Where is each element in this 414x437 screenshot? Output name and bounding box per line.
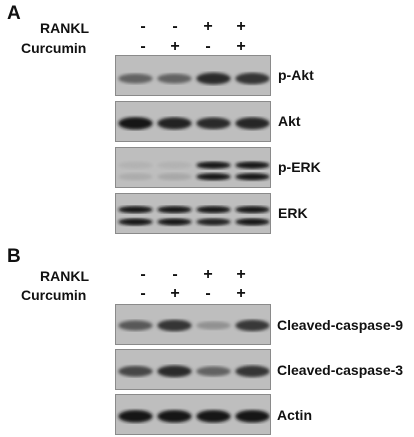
panel-a-rankl-sign: - [140, 18, 146, 35]
band [196, 321, 230, 329]
band [118, 173, 152, 180]
blot-erk [115, 193, 271, 234]
band [118, 410, 152, 422]
band [235, 320, 269, 331]
band [235, 410, 269, 422]
band [118, 74, 152, 84]
blot-label-cleaved-caspase-9: Cleaved-caspase-9 [277, 317, 404, 333]
band [157, 162, 191, 169]
band [118, 366, 152, 377]
panel-a-curcumin-sign: - [205, 38, 211, 55]
band [157, 320, 191, 332]
panel-a-curcumin-label: Curcumin [21, 40, 87, 56]
band [196, 162, 230, 169]
panel-a-curcumin-sign: + [236, 38, 246, 55]
blot-label-erk: ERK [278, 205, 308, 221]
blot-bands [116, 350, 271, 390]
band [196, 410, 230, 422]
blot-actin [115, 394, 271, 435]
blot-bands [116, 56, 271, 96]
band [235, 218, 269, 225]
panel-b-rankl-sign: + [203, 266, 213, 283]
band [157, 117, 191, 129]
blot-label-akt: Akt [278, 113, 301, 129]
blot-cleaved-caspase-9 [115, 304, 271, 345]
blot-bands [116, 102, 271, 142]
blot-label-p-akt: p-Akt [278, 67, 314, 83]
blot-label-actin: Actin [277, 407, 312, 423]
band [196, 206, 230, 213]
panel-b-letter: B [7, 246, 21, 267]
band [235, 162, 269, 169]
blot-bands [116, 395, 271, 435]
blot-bands [116, 148, 271, 188]
panel-a-rankl-sign: + [203, 18, 213, 35]
panel-b-rankl-sign: - [172, 266, 178, 283]
blot-label-cleaved-caspase-3: Cleaved-caspase-3 [277, 362, 404, 378]
panel-b-rankl-label: RANKL [40, 268, 89, 284]
band [196, 117, 230, 129]
panel-b-rankl-sign: - [140, 266, 146, 283]
band [118, 218, 152, 225]
panel-a-rankl-label: RANKL [40, 20, 89, 36]
band [157, 410, 191, 422]
blot-akt [115, 101, 271, 142]
blot-cleaved-caspase-3 [115, 349, 271, 390]
panel-b-curcumin-sign: + [170, 285, 180, 302]
band [157, 74, 191, 84]
blot-bands [116, 305, 271, 345]
blot-p-akt [115, 55, 271, 96]
band [235, 173, 269, 180]
band [157, 206, 191, 213]
band [118, 117, 152, 129]
panel-b-rankl-sign: + [236, 266, 246, 283]
blot-bands [116, 194, 271, 234]
panel-a-curcumin-sign: + [170, 38, 180, 55]
panel-b-curcumin-sign: - [140, 285, 146, 302]
panel-b-curcumin-sign: + [236, 285, 246, 302]
panel-a-rankl-sign: + [236, 18, 246, 35]
band [196, 218, 230, 225]
band [196, 73, 230, 85]
band [157, 218, 191, 225]
band [118, 206, 152, 213]
panel-b-curcumin-label: Curcumin [21, 287, 87, 303]
band [235, 117, 269, 129]
blot-label-p-erk: p-ERK [278, 159, 321, 175]
blot-p-erk [115, 147, 271, 188]
band [118, 162, 152, 169]
band [196, 366, 230, 376]
band [235, 73, 269, 85]
band [157, 173, 191, 180]
band [235, 206, 269, 213]
band [196, 173, 230, 180]
panel-a-letter: A [7, 3, 21, 24]
panel-a-rankl-sign: - [172, 18, 178, 35]
band [118, 320, 152, 330]
band [157, 365, 191, 377]
panel-b-curcumin-sign: - [205, 285, 211, 302]
panel-a-curcumin-sign: - [140, 38, 146, 55]
band [235, 366, 269, 378]
